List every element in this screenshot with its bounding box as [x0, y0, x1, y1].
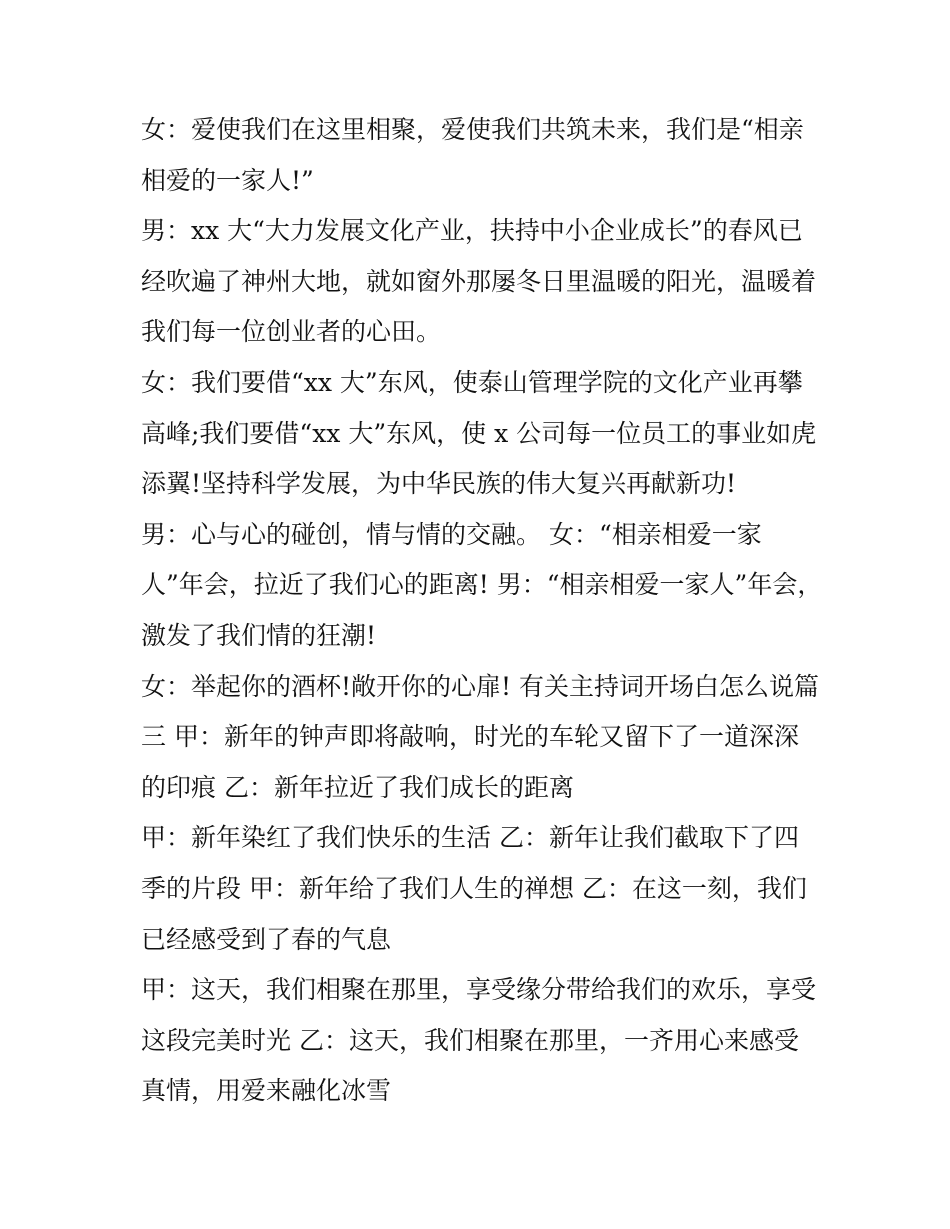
text-line: 季的片段 甲：新年给了我们人生的禅想 乙：在这一刻，我们	[141, 873, 807, 903]
text-line: 男：xx 大“大力发展文化产业，扶持中小企业成长”的春风已	[141, 216, 803, 246]
text-line: 女：我们要借“xx 大”东风，使泰山管理学院的文化产业再攀	[141, 367, 803, 397]
text-line: 我们每一位创业者的心田。	[141, 317, 442, 347]
text-line: 甲：这天，我们相聚在那里，享受缘分带给我们的欢乐，享受	[141, 975, 817, 1005]
text-line: 人”年会，拉近了我们心的距离! 男：“相亲相爱一家人”年会，	[141, 570, 823, 600]
text-line: 经吹遍了神州大地，就如窗外那屡冬日里温暖的阳光，温暖着	[141, 266, 817, 296]
text-line: 女：爱使我们在这里相聚，爱使我们共筑未来，我们是“相亲	[141, 115, 804, 144]
text-line: 激发了我们情的狂潮!	[141, 620, 377, 650]
text-line: 相爱的一家人!”	[141, 165, 314, 195]
text-line: 女：举起你的酒杯!敞开你的心扉! 有关主持词开场白怎么说篇	[141, 671, 820, 701]
text-line: 三 甲：新年的钟声即将敲响，时光的车轮又留下了一道深深	[141, 722, 799, 752]
text-line: 已经感受到了春的气息	[141, 924, 392, 954]
text-line: 男：心与心的碰创，情与情的交融。 女：“相亲相爱一家	[141, 519, 762, 549]
text-line: 高峰;我们要借“xx 大”东风，使 x 公司每一位员工的事业如虎	[141, 418, 817, 448]
text-line: 添翼!坚持科学发展，为中华民族的伟大复兴再献新功!	[141, 469, 737, 499]
text-line: 甲：新年染红了我们快乐的生活 乙：新年让我们截取下了四	[141, 823, 799, 853]
text-line: 真情，用爱来融化冰雪	[141, 1076, 392, 1106]
text-line: 这段完美时光 乙：这天，我们相聚在那里，一齐用心来感受	[141, 1025, 799, 1055]
document-body	[141, 105, 831, 1117]
text-line: 的印痕 乙：新年拉近了我们成长的距离	[141, 772, 574, 802]
